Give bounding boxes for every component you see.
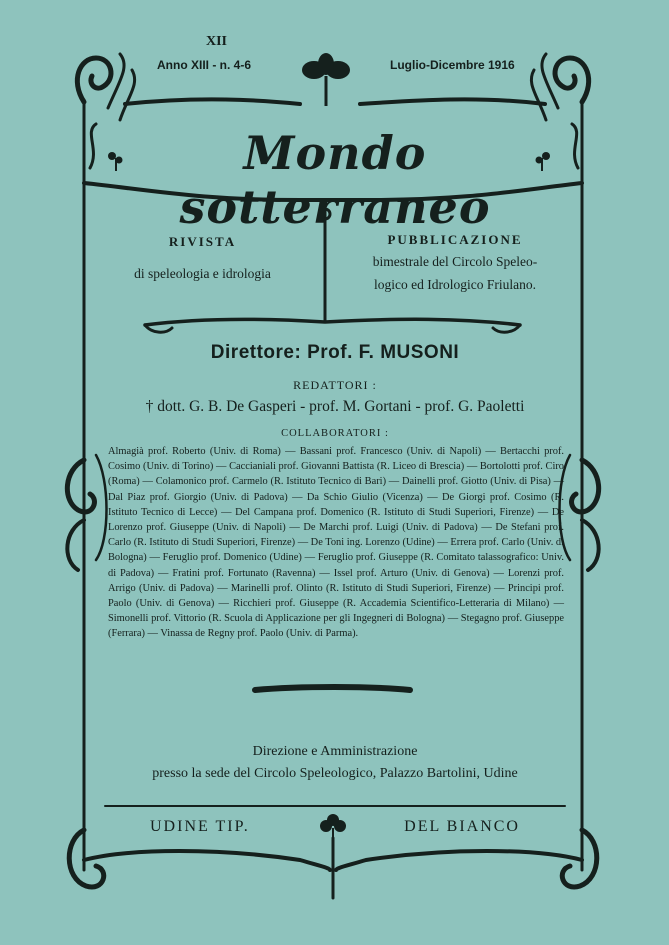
flower-icon [296,50,356,110]
volume-correction: XII [206,34,228,49]
publication-line-1: bimestrale del Circolo Speleo- [372,254,538,269]
collaborators-heading: COLLABORATORI : [281,428,389,439]
subtitle-left [95,234,310,283]
publication-line-2: logico ed Idrologico Friulano. [374,277,536,292]
director: Direttore: Prof. F. MUSONI [210,342,460,363]
issue-date: Luglio-Dicembre 1916 [390,58,515,72]
editors-names: † dott. G. B. De Gasperi - prof. M. Gortani - prof. G. Paoletti [145,398,525,415]
rivista-label: RIVISTA [168,234,237,249]
rivista-subtitle: di speleologia e idrologia [134,266,271,281]
printer-right: DEL BIANCO [404,818,520,835]
collaborators-list: Almagià prof. Roberto (Univ. di Roma) — Bassani prof. Francesco (Univ. di Napoli) — Bertacchi prof. Cosimo (Univ. di Torino) — Caccianiali prof. Giovanni Battista (R. Liceo di Brescia) — Bortolotti prof. Ciro (Roma) — Colamonico prof. Carmelo (R. Istituto Tecnico di Bari) — Dainelli prof. Giotto (Univ. di Pisa) — Dal Piaz prof. Giorgio (Univ. di Padova) — Da Schio Giulio (Vicenza) — De Giorgi prof. Cosimo (R. Istituto Tecnico di Lecce) — Del Campana prof. Domenico (R. Istituto di Studi Superiori, Firenze) — De Lorenzo prof. Giuseppe (Univ. di Napoli) — De Marchi prof. Luigi (Univ. di Padova) — De Stefani prof. Carlo (R. Istituto di Studi Superiori, Firenze) — De Toni ing. Lorenzo (Udine) — Errera prof. Carlo (Univ. di Bologna) — Feruglio prof. Domenico (Udine) — Feruglio prof. Giuseppe (R. Comitato talassografico: Univ. di Padova) — Fratini prof. Fortunato (Ravenna) — Issel prof. Arturo (Univ. di Genova) — Lorenzi prof. Arrigo (Univ. di Padova) — Marinelli prof. Olinto (R. Istituto di Studi Superiori, Firenze) — Principi prof. Paolo (Univ. di Genova) — Ricchieri prof. Giuseppe (R. Accademia Scientifico-Letteraria di Milano) — Simonelli prof. Vittorio (R. Scuola di Applicazione per gli Ingegneri di Bologna) — Stegagno prof. Giuseppe (Ferrara) — Vinassa de Regny prof. Paolo (Univ. di Parma). [108,446,564,640]
issue-number: Anno XIII - n. 4-6 [157,58,252,72]
subtitle-right [340,232,570,294]
printer-left: UDINE TIP. [150,818,250,835]
editors-heading: REDATTORI : [293,378,377,392]
magazine-title: Mondo sotterraneo [179,126,491,234]
publication-label: PUBBLICAZIONE [387,232,523,247]
administration-address: presso la sede del Circolo Speleologico, Palazzo Bartolini, Udine [152,766,518,781]
printer-line [150,818,520,836]
administration-heading: Direzione e Amministrazione [252,744,418,759]
